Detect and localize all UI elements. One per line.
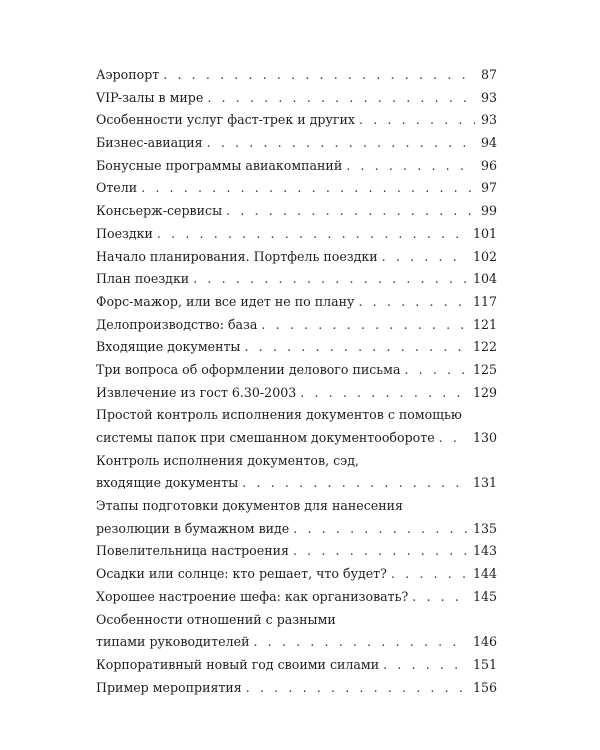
toc-entry-line <box>96 314 497 337</box>
toc-entry-page-number: 130 <box>472 430 497 445</box>
toc-entry-line <box>96 64 497 87</box>
toc-entry[interactable] <box>96 586 497 609</box>
toc-entry-title: Извлечение из гост 6.30-2003 <box>96 384 297 400</box>
dot-leader <box>404 359 466 382</box>
toc-entry-line <box>96 563 497 586</box>
toc-entry[interactable] <box>96 177 497 200</box>
toc-entry-line <box>96 586 497 609</box>
toc-entry[interactable] <box>96 450 497 495</box>
toc-entry-page-number: 135 <box>472 520 497 536</box>
toc-entry-line <box>96 87 497 110</box>
toc-entry-line <box>96 609 497 632</box>
dot-leader <box>261 314 467 337</box>
toc-entry-title: Этапы подготовки документов для нанесения <box>96 498 403 514</box>
toc-entry-title: План поездки <box>96 271 190 287</box>
toc-entry-page-number: 102 <box>472 248 497 264</box>
dot-leader <box>244 336 467 359</box>
toc-entry-line <box>96 472 497 495</box>
table-of-contents <box>96 64 497 699</box>
dot-leader <box>207 132 475 155</box>
toc-entry-page-number: 117 <box>472 293 497 309</box>
toc-entry-title: Входящие документы <box>96 339 241 355</box>
toc-entry[interactable] <box>96 200 497 223</box>
toc-entry-line <box>96 109 497 132</box>
toc-entry-page-number: 93 <box>480 89 497 105</box>
toc-entry-page-number: 99 <box>480 203 497 219</box>
toc-entry[interactable] <box>96 495 497 540</box>
toc-entry-line <box>96 631 497 654</box>
toc-entry-title: Особенности услуг фаст-трек и других <box>96 112 355 128</box>
toc-entry-line <box>96 677 497 700</box>
toc-entry-page-number: 151 <box>472 656 497 672</box>
toc-entry-line <box>96 336 497 359</box>
toc-entry-title: Пример мероприятия <box>96 679 242 695</box>
toc-entry[interactable] <box>96 382 497 405</box>
toc-entry-title: типами руководителей <box>96 634 250 650</box>
dot-leader <box>157 223 467 246</box>
dot-leader <box>412 586 467 609</box>
toc-entry-title: Осадки или солнце: кто решает, что будет? <box>96 566 387 582</box>
toc-entry-title: Форс-мажор, или все идет не по плану <box>96 293 355 309</box>
toc-entry-line <box>96 540 497 563</box>
toc-entry-page-number: 97 <box>480 180 497 196</box>
toc-entry[interactable] <box>96 563 497 586</box>
toc-entry-line <box>96 404 497 427</box>
toc-entry-line <box>96 155 497 178</box>
toc-entry-title: Делопроизводство: база <box>96 316 258 332</box>
dot-leader <box>359 109 475 132</box>
dot-leader <box>293 540 467 563</box>
dot-leader <box>226 200 475 223</box>
dot-leader <box>242 472 467 495</box>
toc-entry-line <box>96 427 497 450</box>
toc-entry-line <box>96 291 497 314</box>
toc-entry-title: Простой контроль исполнения документов с помощью <box>96 407 462 423</box>
toc-entry-line <box>96 518 497 541</box>
toc-entry-title: Хорошее настроение шефа: как организовать? <box>96 588 409 604</box>
toc-entry-title: Консьерж-сервисы <box>96 203 223 219</box>
dot-leader <box>391 563 467 586</box>
toc-entry[interactable] <box>96 314 497 337</box>
dot-leader <box>141 177 475 200</box>
toc-entry[interactable] <box>96 654 497 677</box>
toc-entry-page-number: 144 <box>472 566 497 582</box>
toc-entry-line <box>96 495 497 518</box>
dot-leader <box>193 268 467 291</box>
toc-entry-title: входящие документы <box>96 475 239 491</box>
toc-entry-line <box>96 132 497 155</box>
dot-leader <box>253 631 466 654</box>
toc-entry[interactable] <box>96 87 497 110</box>
toc-entry-page-number: 146 <box>472 634 497 650</box>
toc-entry-line <box>96 223 497 246</box>
toc-entry-line <box>96 246 497 269</box>
toc-entry-page-number: 129 <box>472 384 497 400</box>
toc-entry-title: Повелительница настроения <box>96 543 289 559</box>
toc-entry-page-number: 131 <box>472 475 497 491</box>
toc-entry-title: резолюции в бумажном виде <box>96 520 290 536</box>
dot-leader <box>358 291 467 314</box>
toc-entry[interactable] <box>96 609 497 654</box>
toc-entry[interactable] <box>96 246 497 269</box>
toc-entry-line <box>96 268 497 291</box>
toc-entry-line <box>96 382 497 405</box>
toc-entry-page-number: 93 <box>480 112 497 128</box>
dot-leader <box>163 64 475 87</box>
toc-entry-title: Особенности отношений с разными <box>96 611 336 627</box>
toc-entry-page-number: 156 <box>472 679 497 695</box>
toc-entry-line <box>96 200 497 223</box>
toc-entry[interactable] <box>96 336 497 359</box>
toc-entry[interactable] <box>96 540 497 563</box>
toc-entry[interactable] <box>96 132 497 155</box>
toc-entry-title: Три вопроса об оформлении делового письма <box>96 361 401 377</box>
dot-leader <box>346 155 475 178</box>
toc-entry[interactable] <box>96 223 497 246</box>
toc-entry-line <box>96 654 497 677</box>
toc-entry-page-number: 87 <box>480 67 497 82</box>
toc-entry-page-number: 96 <box>480 157 497 173</box>
toc-entry-line <box>96 450 497 473</box>
toc-entry-page-number: 104 <box>472 271 497 287</box>
dot-leader <box>300 382 467 405</box>
toc-entry-page-number: 145 <box>472 588 497 604</box>
toc-entry-line <box>96 177 497 200</box>
dot-leader <box>383 654 467 677</box>
toc-entry-page-number: 121 <box>472 316 497 332</box>
toc-entry-page-number: 101 <box>472 225 497 241</box>
toc-entry-title: Бизнес-авиация <box>96 135 203 151</box>
dot-leader <box>439 427 467 450</box>
dot-leader <box>207 87 475 110</box>
toc-entry-page-number: 143 <box>472 543 497 559</box>
toc-entry-page-number: 125 <box>472 361 497 377</box>
toc-entry-title: VIP-залы в мире <box>96 89 204 105</box>
toc-entry-page-number: 122 <box>472 339 497 355</box>
toc-entry[interactable] <box>96 677 497 700</box>
toc-entry-title: системы папок при смешанном документообороте <box>96 430 435 445</box>
toc-entry[interactable] <box>96 291 497 314</box>
dot-leader <box>382 246 467 269</box>
toc-entry[interactable] <box>96 64 497 87</box>
toc-entry-title: Поездки <box>96 225 153 241</box>
toc-entry-line <box>96 359 497 382</box>
toc-entry-title: Контроль исполнения документов, сэд, <box>96 452 359 468</box>
dot-leader <box>246 677 467 700</box>
toc-entry-title: Начало планирования. Портфель поездки <box>96 248 378 264</box>
toc-entry-title: Аэропорт <box>96 67 160 82</box>
toc-entry[interactable] <box>96 155 497 178</box>
toc-entry[interactable] <box>96 359 497 382</box>
toc-entry[interactable] <box>96 404 497 449</box>
dot-leader <box>293 518 467 541</box>
toc-entry-title: Бонусные программы авиакомпаний <box>96 157 343 173</box>
toc-entry-page-number: 94 <box>480 135 497 151</box>
toc-entry-title: Корпоративный новый год своими силами <box>96 656 380 672</box>
toc-entry[interactable] <box>96 109 497 132</box>
toc-entry-title: Отели <box>96 180 138 196</box>
toc-entry[interactable] <box>96 268 497 291</box>
